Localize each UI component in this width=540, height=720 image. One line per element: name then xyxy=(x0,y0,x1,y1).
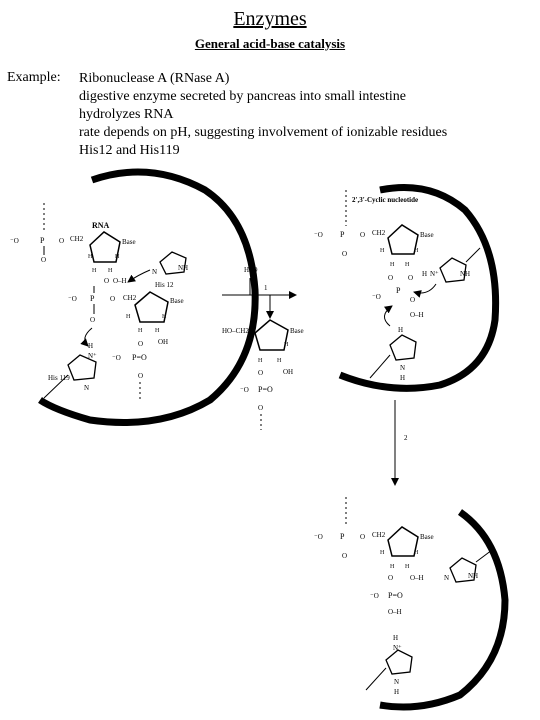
h-label: H xyxy=(390,262,395,268)
h-label: H xyxy=(380,550,385,556)
phosphate-p: P xyxy=(396,286,401,295)
his119-n: N xyxy=(84,384,90,392)
h-label: H xyxy=(380,248,385,254)
his-nh: NH xyxy=(468,572,479,580)
phosphate-p: P xyxy=(40,236,45,245)
phosphate-p: P xyxy=(90,294,95,303)
his-h: H xyxy=(394,688,400,696)
his-n: N xyxy=(444,574,450,582)
example-label: Example: xyxy=(7,70,61,85)
example-line: rate depends on pH, suggesting involvement of ionizable residues xyxy=(79,125,448,140)
water-label: H2O xyxy=(244,266,258,274)
step-2-label: 2 xyxy=(404,434,408,442)
o-label: O xyxy=(138,340,144,348)
oh-label: OH xyxy=(158,338,169,346)
h-label: H xyxy=(284,342,289,348)
page-subtitle: General acid-base catalysis xyxy=(194,36,346,51)
h-label: H xyxy=(390,564,395,570)
panel-2-cyclic-intermediate xyxy=(314,188,496,389)
o-label: O xyxy=(90,316,96,324)
page-title: Enzymes xyxy=(233,8,307,30)
dbl-o-label: O xyxy=(342,552,348,560)
ho-ch2-label: HO–CH2 xyxy=(222,327,249,335)
h-label: H xyxy=(258,358,263,364)
h-label: H xyxy=(247,342,252,348)
h-label: H xyxy=(92,268,97,274)
h-label: H xyxy=(414,248,419,254)
ch2-label: CH2 xyxy=(372,531,386,539)
o-h-label: O–H xyxy=(113,277,127,285)
o-label: O xyxy=(410,296,416,304)
his119-nplus: N⁺ xyxy=(88,352,97,360)
his12-n: N xyxy=(152,268,158,276)
his-n: N xyxy=(400,364,406,372)
example-line: Ribonuclease A (RNase A) xyxy=(79,71,230,86)
phosphate-o-minus: ⁻O xyxy=(112,354,121,362)
h-label: H xyxy=(115,254,120,260)
step-1-label: 1 xyxy=(264,284,268,292)
panel-3-product xyxy=(314,497,505,707)
phosphate-o-minus: ⁻O xyxy=(314,533,323,541)
h-label: H xyxy=(138,328,143,334)
o-h-label: O–H xyxy=(410,574,424,582)
his119-label: His 119 xyxy=(48,374,70,382)
phosphate-p: P xyxy=(340,230,345,239)
step-1-arrow xyxy=(222,266,296,318)
his-h: H xyxy=(398,326,404,334)
his-h: H xyxy=(393,634,399,642)
example-line: digestive enzyme secreted by pancreas into small intestine xyxy=(79,89,406,104)
o-label: O xyxy=(388,574,394,582)
his-h: H xyxy=(422,270,428,278)
h-label: H xyxy=(162,314,167,320)
h-label: H xyxy=(405,564,410,570)
h-label: H xyxy=(277,358,282,364)
base-label: Base xyxy=(420,231,434,239)
panel-1-enzyme-substrate xyxy=(10,172,255,423)
phosphate-o: O xyxy=(360,231,366,239)
h-label: H xyxy=(405,262,410,268)
h-label: H xyxy=(108,268,113,274)
his-imidazole xyxy=(390,335,416,360)
his12-nh: NH xyxy=(178,264,189,272)
base-label: Base xyxy=(420,533,434,541)
his-n: N xyxy=(394,678,400,686)
his-nplus: N⁺ xyxy=(430,270,439,278)
example-line: hydrolyzes RNA xyxy=(79,107,174,122)
ch2-label: CH2 xyxy=(70,235,84,243)
his12-label: His 12 xyxy=(155,281,174,289)
o-label: O xyxy=(388,274,394,282)
o-label: O xyxy=(408,274,414,282)
his-h: H xyxy=(400,374,406,382)
ch2-label: CH2 xyxy=(372,229,386,237)
dbl-o-label: O xyxy=(41,256,47,264)
o-label: O xyxy=(138,372,144,380)
base-label: Base xyxy=(122,238,136,246)
rna-label: RNA xyxy=(92,221,110,230)
phosphate-o-minus: ⁻O xyxy=(370,592,379,600)
his-imidazole xyxy=(386,650,412,674)
phosphate-p: P=O xyxy=(388,591,403,600)
phosphate-o: O xyxy=(59,237,65,245)
o-h-label: O–H xyxy=(388,608,402,616)
o-label: O xyxy=(258,369,264,377)
his-nh: NH xyxy=(460,270,471,278)
h-label: H xyxy=(414,550,419,556)
base-label: Base xyxy=(170,297,184,305)
phosphate-o-minus: ⁻O xyxy=(314,231,323,239)
h-label: H xyxy=(88,254,93,260)
o-label: O xyxy=(258,404,264,412)
phosphate-o-minus: ⁻O xyxy=(372,293,381,301)
phosphate-p: P xyxy=(340,532,345,541)
oh-label: OH xyxy=(283,368,294,376)
ch2-label: CH2 xyxy=(123,294,137,302)
phosphate-o-minus: ⁻O xyxy=(240,386,249,394)
phosphate-o-minus: ⁻O xyxy=(10,237,19,245)
active-site-boundary xyxy=(340,188,496,389)
phosphate-p: P=O xyxy=(132,353,147,362)
base-label: Base xyxy=(290,327,304,335)
phosphate-o: O xyxy=(110,295,116,303)
o-label: O xyxy=(104,277,110,285)
phosphate-p: P=O xyxy=(258,385,273,394)
his-nplus: N⁺ xyxy=(393,644,402,652)
his119-h: H xyxy=(88,342,94,350)
example-line: His12 and His119 xyxy=(79,143,180,158)
h-label: H xyxy=(126,314,131,320)
h-label: H xyxy=(155,328,160,334)
phosphate-o: O xyxy=(360,533,366,541)
o-h-label: O–H xyxy=(410,311,424,319)
cyclic-label: 2',3'-Cyclic nucleotide xyxy=(352,196,419,204)
phosphate-o-minus: ⁻O xyxy=(68,295,77,303)
dbl-o-label: O xyxy=(342,250,348,258)
step-2-arrow xyxy=(395,400,408,485)
